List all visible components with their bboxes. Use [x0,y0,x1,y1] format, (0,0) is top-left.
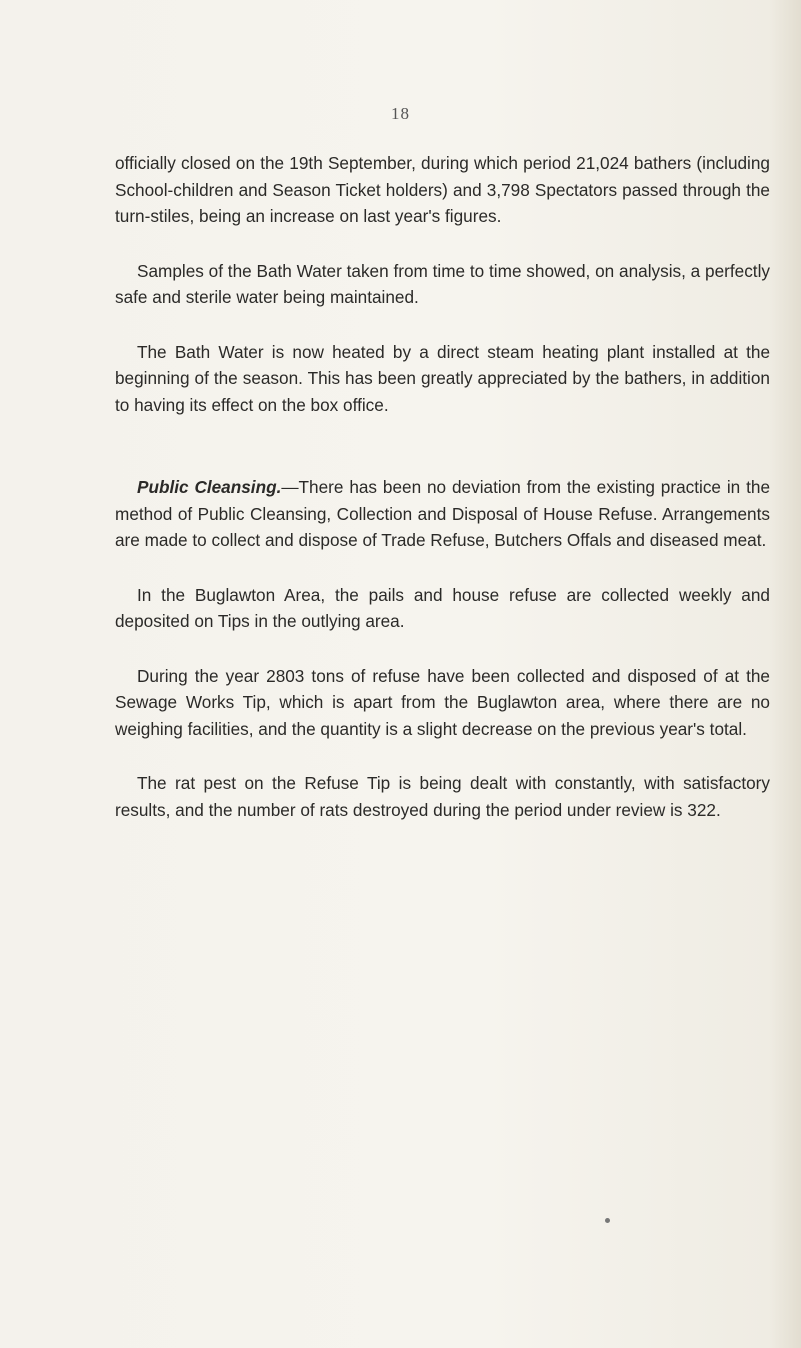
paragraph-rat-pest: The rat pest on the Refuse Tip is being dealt with constantly, with satisfactory results, and the number of rats destroyed during the period under review is 322. [115,773,770,820]
spacer [115,635,770,663]
paragraph-water-samples: Samples of the Bath Water taken from time to time showed, on analysis, a perfectly safe and sterile water being maintained. [115,260,770,307]
paragraph-public-cleansing [115,474,770,554]
paragraph-refuse-tonnage: During the year 2803 tons of refuse have been collected and disposed of at the Sewage Works Tip, which is apart from the Buglawton area, where there are no weighing facilities, and the quantity is a slight decrease on the previous year's total. [115,665,770,739]
spacer [115,418,770,474]
paragraph-bathers-count: officially closed on the 19th September, during which period 21,024 bathers (including School-children and Season Ticket holders) and 3,798 Spectators passed through the turn-stiles, being an increase on last year's figures. [115,153,770,226]
spacer [115,554,770,582]
spacer [115,230,770,258]
spacer [115,311,770,339]
section-heading-public-cleansing: Public Cleansing. [137,477,282,497]
paragraph-buglawton-area: In the Buglawton Area, the pails and house refuse are collected weekly and deposited on Tips in the outlying area. [115,584,770,631]
paragraph-water-heating: The Bath Water is now heated by a direct steam heating plant installed at the beginning of the season. This has been greatly appreciated by the bathers, in addition to having its effect on the box office. [115,341,770,415]
page-body [115,150,770,823]
paragraph-public-cleansing-body: —There has been no deviation from the existing practice in the method of Public Cleansing, Collection and Disposal of House Refuse. Arrangements are made to collect and dispose of Trade Refuse, Butchers Offals and diseased meat. [115,477,770,550]
page-number: 18 [391,104,410,123]
ink-speck [605,1218,610,1223]
spacer [115,742,770,770]
